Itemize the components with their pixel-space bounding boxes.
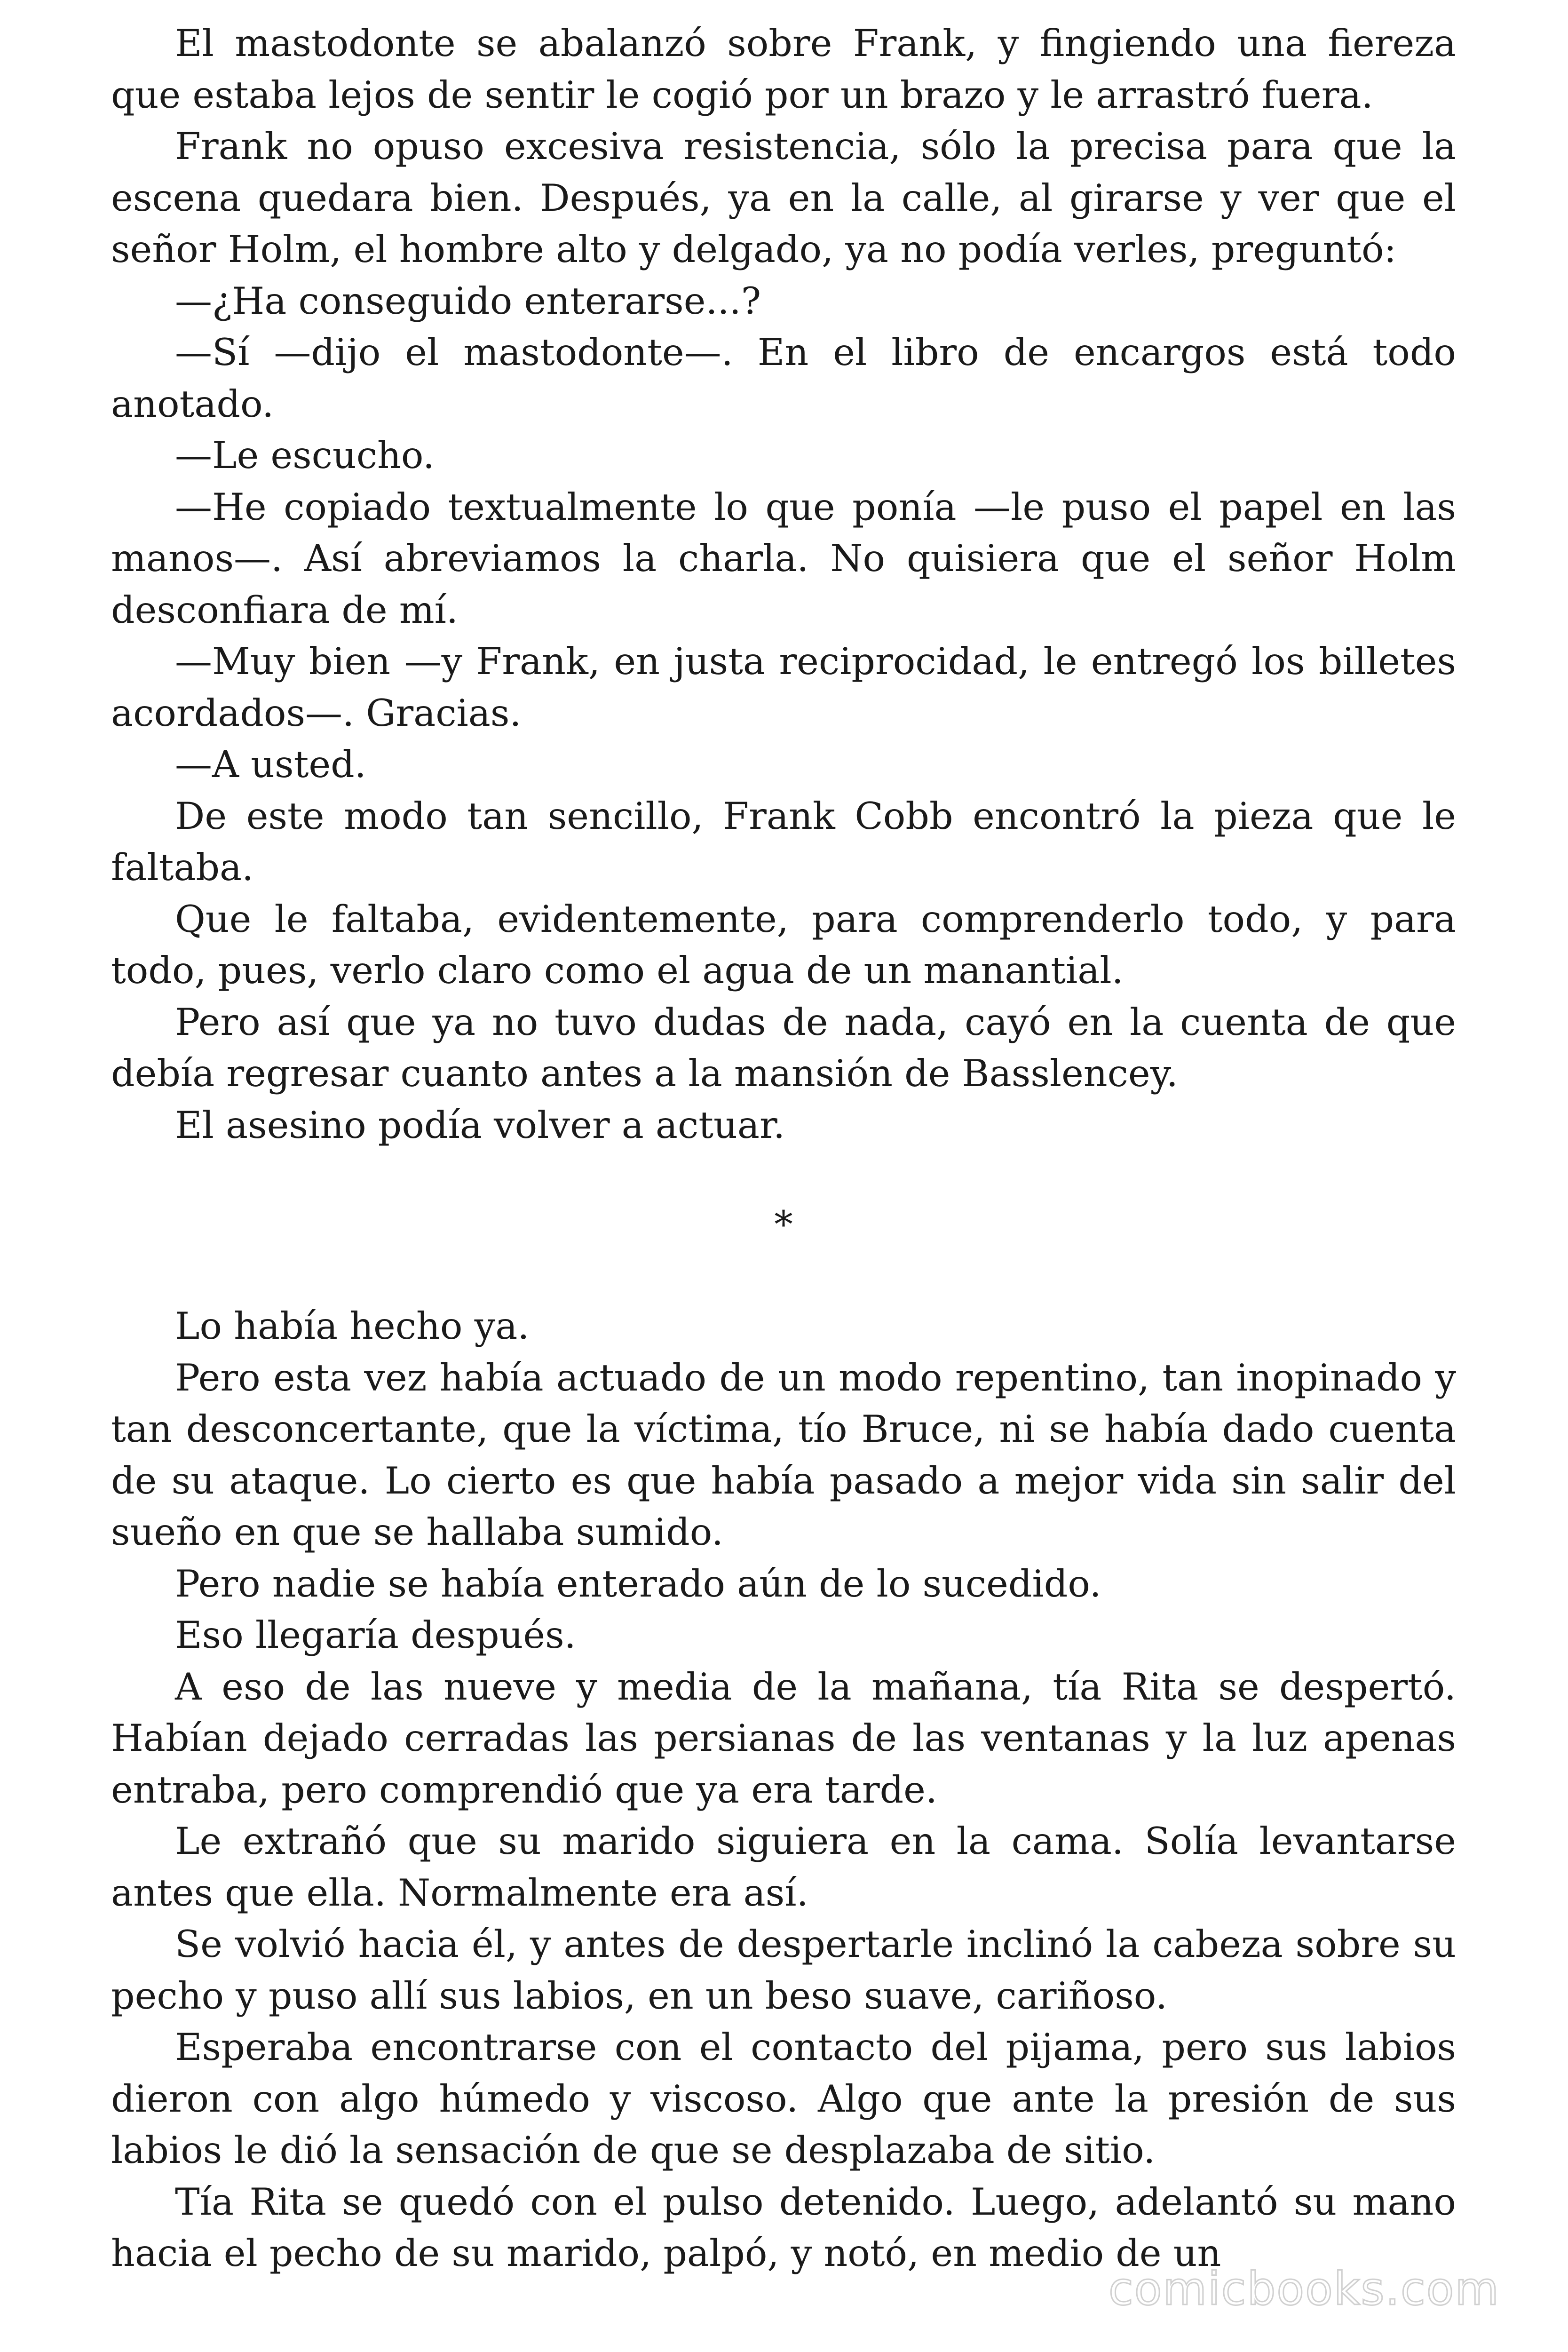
paragraph: De este modo tan sencillo, Frank Cobb encontró la pieza que le faltaba.: [111, 794, 1456, 889]
paragraph: —A usted.: [175, 743, 366, 786]
paragraph: A eso de las nueve y media de la mañana, tía Rita se despertó. Habían dejado cerradas las persianas de las ventanas y la luz apenas entraba, pero comprendió que ya era tarde.: [111, 1665, 1456, 1812]
paragraph: Eso llegaría después.: [175, 1613, 576, 1657]
paragraph: El asesino podía volver a actuar.: [175, 1103, 785, 1147]
watermark-logo: comicbooks.com: [1108, 2263, 1500, 2315]
paragraph: Frank no opuso excesiva resistencia, sólo la precisa para que la escena quedara bien. Después, ya en la calle, al girarse y ver que el señor Holm, el hombre alto y delgado, ya no podía verles, preguntó:: [111, 125, 1456, 271]
paragraph: Esperaba encontrarse con el contacto del pijama, pero sus labios dieron con algo húmedo y viscoso. Algo que ante la presión de sus labios le dió la sensación de que se desplazaba de sitio.: [111, 2026, 1456, 2172]
page-text-body: [111, 18, 1456, 2280]
paragraph: Que le faltaba, evidentemente, para comprenderlo todo, y para todo, pues, verlo claro como el agua de un manantial.: [111, 897, 1456, 992]
paragraph: Tía Rita se quedó con el pulso detenido. Luego, adelantó su mano hacia el pecho de su marido, palpó, y notó, en medio de un: [111, 2180, 1456, 2275]
paragraph: Pero esta vez había actuado de un modo repentino, tan inopinado y tan desconcertante, que la víctima, tío Bruce, ni se había dado cuenta de su ataque. Lo cierto es que había pasado a mejor vida sin salir del sueño en que se hallaba sumido.: [111, 1356, 1456, 1554]
section-break-asterisk: *: [774, 1203, 793, 1246]
paragraph: Le extrañó que su marido siguiera en la cama. Solía levantarse antes que ella. Normalmente era así.: [111, 1820, 1456, 1915]
paragraph: —Sí —dijo el mastodonte—. En el libro de encargos está todo anotado.: [111, 331, 1456, 426]
paragraph: —Le escucho.: [175, 434, 435, 477]
paragraph: Pero así que ya no tuvo dudas de nada, cayó en la cuenta de que debía regresar cuanto antes a la mansión de Basslencey.: [111, 1000, 1456, 1095]
paragraph: Lo había hecho ya.: [175, 1304, 530, 1348]
paragraph: Pero nadie se había enterado aún de lo sucedido.: [175, 1562, 1101, 1605]
paragraph: —He copiado textualmente lo que ponía —le puso el papel en las manos—. Así abreviamos la charla. No quisiera que el señor Holm desconfiara de mí.: [111, 485, 1456, 632]
paragraph: —Muy bien —y Frank, en justa reciprocidad, le entregó los billetes acordados—. Gracias.: [111, 640, 1456, 735]
paragraph: El mastodonte se abalanzó sobre Frank, y fingiendo una fiereza que estaba lejos de sentir le cogió por un brazo y le arrastró fuera.: [111, 22, 1456, 117]
paragraph: Se volvió hacia él, y antes de despertarle inclinó la cabeza sobre su pecho y puso allí sus labios, en un beso suave, cariñoso.: [111, 1923, 1456, 2018]
paragraph: —¿Ha conseguido enterarse...?: [175, 279, 761, 323]
